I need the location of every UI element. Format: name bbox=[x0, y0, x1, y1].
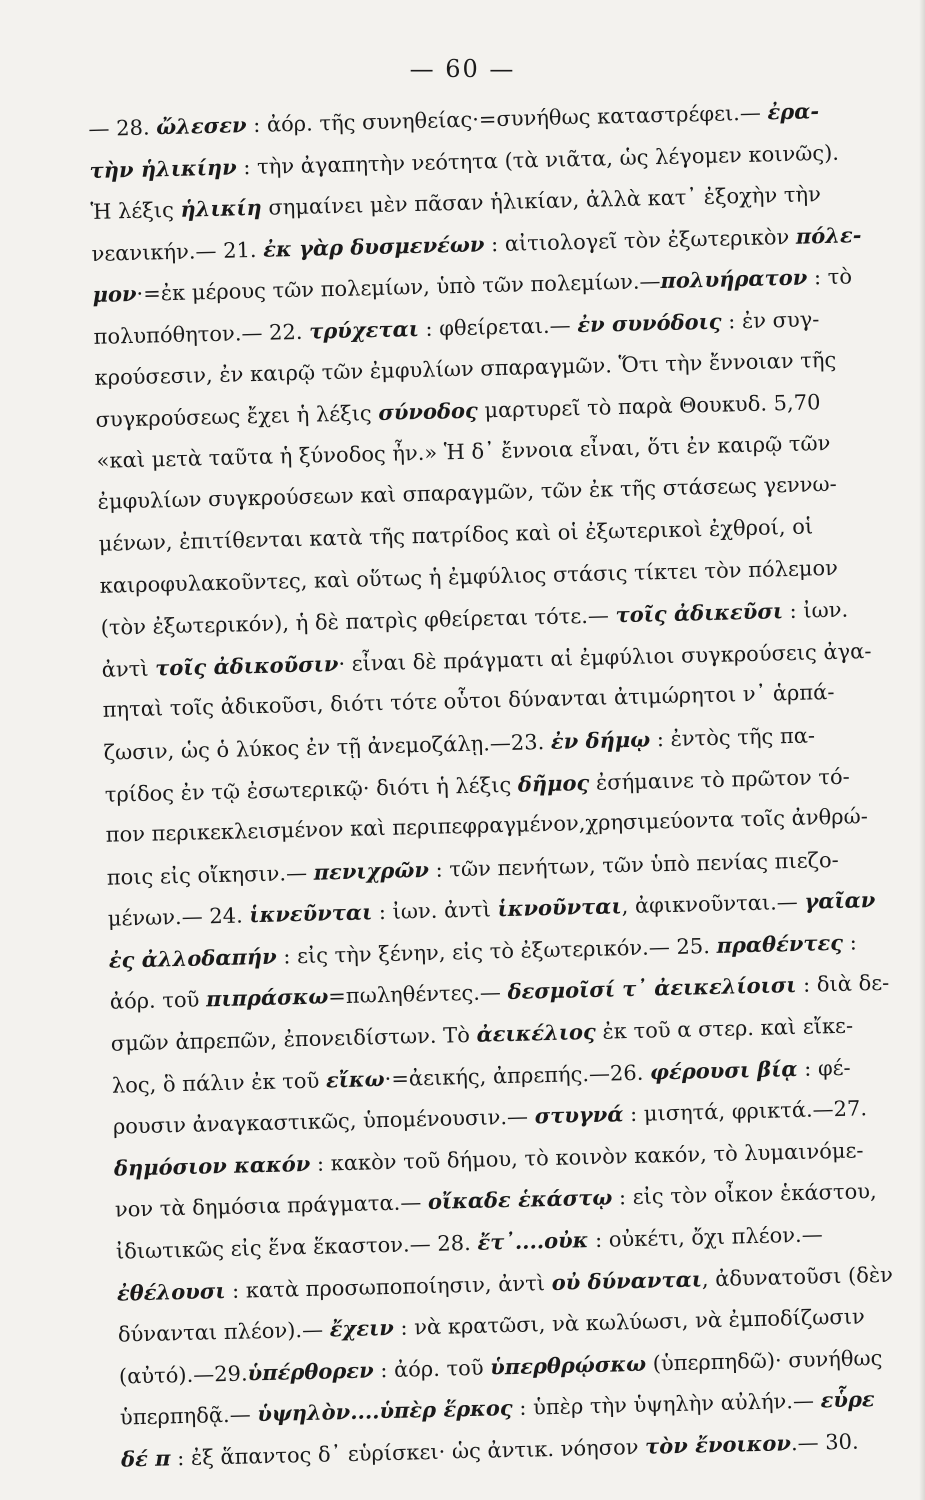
line-text: ἀόρ. τοῦ bbox=[109, 987, 207, 1015]
line-text: ἐκ τοῦ α στερ. καὶ εἴκε- bbox=[595, 1013, 854, 1044]
line-text: νον τὰ δημόσια πράγματα.— bbox=[114, 1190, 429, 1223]
line-text: : οὐκέτι, ὄχι πλέον.— bbox=[588, 1222, 823, 1253]
lemma-term: γαῖαν bbox=[804, 887, 876, 915]
lemma-term: ἐθέλουσι bbox=[116, 1277, 226, 1306]
line-text: · εἶναι δὲ πράγματι αἱ ἐμφύλιοι συγκρούσεις ἀγα- bbox=[338, 638, 872, 676]
line-text: συγκρούσεως ἔχει ἡ λέξις bbox=[95, 401, 379, 433]
lemma-term: ὤλεσεν bbox=[155, 112, 247, 140]
line-text: ἐμφυλίων συγκρούσεων καὶ σπαραγμῶν, τῶν ἐκ τῆς στάσεως γεννω- bbox=[97, 472, 838, 515]
line-text: : τὴν ἀγαπητὴν νεότητα (τὰ νιᾶτα, ὡς λέγομεν κοινῶς). bbox=[236, 140, 840, 179]
lemma-term: ἔχειν bbox=[329, 1315, 395, 1342]
line-text: , ἀφικνοῦνται.— bbox=[621, 890, 805, 919]
lemma-term: εἴκω bbox=[325, 1065, 385, 1093]
line-text: , ἀδυνατοῦσι (δὲν bbox=[701, 1262, 894, 1291]
line-text: «καὶ μετὰ ταῦτα ἡ ξύνοδος ἦν.» Ἡ δ᾽ ἔννοια εἶναι, ὅτι ἐν καιρῷ τῶν bbox=[96, 430, 831, 473]
line-text: : ἐν συγ- bbox=[721, 307, 820, 334]
lemma-term: δέ π bbox=[120, 1445, 171, 1472]
line-text: — 28. bbox=[88, 115, 157, 141]
line-text: : κακὸν τοῦ δήμου, τὸ κοινὸν κακόν, τὸ λυμαινόμε- bbox=[309, 1138, 864, 1176]
lemma-term: πιπράσκω bbox=[205, 983, 329, 1012]
line-text: : ἰων. ἀντὶ bbox=[371, 897, 498, 925]
line-text: ζωσιν, ὡς ὁ λύκος ἐν τῇ ἀνεμοζάλῃ.—23. bbox=[103, 729, 552, 765]
lemma-term: μον bbox=[92, 281, 137, 308]
lemma-term: τὸν ἔνοικον bbox=[644, 1430, 792, 1459]
lemma-term: οἴκαδε ἑκάστῳ bbox=[427, 1184, 613, 1215]
line-text: : αἰτιολογεῖ τὸν ἐξωτερικὸν bbox=[484, 224, 797, 257]
lemma-term: ὑψηλὸν....ὑπὲρ ἕρκος bbox=[257, 1395, 513, 1427]
line-text: (τὸν ἐξωτερικόν), ἡ δὲ πατρὶς φθείρεται τότε.— bbox=[100, 603, 616, 640]
lemma-term: σύνοδος bbox=[378, 397, 479, 426]
line-text: καιροφυλακοῦντες, καὶ οὕτως ἡ ἐμφύλιος στάσις τίκτει τὸν πόλεμον bbox=[99, 555, 839, 598]
line-text: (ὑπερπηδῶ)· συνήθως bbox=[645, 1345, 883, 1376]
lemma-term: ἐκ γὰρ δυσμενέων bbox=[262, 231, 485, 262]
line-text: ἐσήμαινε τὸ πρῶτον τό- bbox=[588, 764, 850, 795]
lemma-term: τρύχεται bbox=[308, 315, 420, 344]
line-text: : ἰων. bbox=[782, 597, 849, 624]
line-text: κρούσεσιν, ἐν καιρῷ τῶν ἐμφυλίων σπαραγμῶν. Ὅτι τὴν ἔννοιαν τῆς bbox=[94, 347, 837, 390]
lemma-term: ἐν δήμῳ bbox=[550, 726, 651, 754]
line-text: λος, ὃ πάλιν ἐκ τοῦ bbox=[111, 1068, 327, 1098]
line-text: : ἀόρ. τοῦ bbox=[373, 1355, 491, 1383]
lemma-term: τοῖς ἀδικεῦσι bbox=[615, 598, 784, 628]
lemma-term: τοῖς ἀδικοῦσιν bbox=[154, 650, 339, 681]
line-text: : τῶν πενήτων, τῶν ὑπὸ πενίας πιεζο- bbox=[428, 847, 839, 882]
line-text: πον περικεκλεισμένον καὶ περιπεφραγμένον,χρησιμεύοντα τοῖς ἀνθρώ- bbox=[105, 804, 869, 847]
lemma-term: ἐν συνόδοις bbox=[576, 308, 722, 338]
lemma-term: ἐς ἀλλοδαπήν bbox=[108, 943, 277, 973]
lemma-term: ἐρα- bbox=[767, 98, 820, 125]
lemma-term: πολυήρατον bbox=[660, 264, 808, 294]
lemma-term: ἱκνοῦνται bbox=[497, 893, 622, 922]
lemma-term: ὑπέρθορεν bbox=[247, 1357, 374, 1386]
line-text: : τὸ bbox=[806, 264, 853, 290]
page-edge-shadow bbox=[919, 0, 925, 1500]
lemma-term: πραθέντες bbox=[716, 929, 844, 958]
line-text: : μισητά, φρικτά.—27. bbox=[623, 1096, 868, 1127]
line-text: : bbox=[842, 930, 858, 955]
commentary-text bbox=[88, 88, 925, 1480]
lemma-term: ἔτ᾽....οὐκ bbox=[477, 1227, 589, 1255]
page-number: — 60 — bbox=[409, 55, 516, 83]
line-text: : διὰ δε- bbox=[796, 971, 890, 998]
lemma-term: πενιχρῶν bbox=[313, 856, 430, 885]
line-text: .— 30. bbox=[790, 1429, 859, 1456]
line-text: : ἀόρ. τῆς συνηθείας·=συνήθως καταστρέφει.— bbox=[246, 100, 768, 138]
line-text: : νὰ κρατῶσι, νὰ κωλύωσι, νὰ ἐμποδίζωσιν bbox=[393, 1304, 865, 1341]
line-text: μαρτυρεῖ τὸ παρὰ Θουκυδ. 5,70 bbox=[477, 390, 821, 423]
lemma-term: πόλε- bbox=[795, 221, 862, 249]
line-text: νεανικήν.— 21. bbox=[91, 237, 264, 266]
line-text: μένων, ἐπιτίθενται κατὰ τῆς πατρίδος καὶ οἱ ἐξωτερικοὶ ἐχθροί, οἱ bbox=[98, 514, 814, 556]
line-text: =πωληθέντες.— bbox=[327, 980, 508, 1009]
line-text: δύνανται πλέον).— bbox=[117, 1317, 330, 1347]
line-text: : φέ- bbox=[797, 1055, 851, 1081]
line-text: : ὑπὲρ τὴν ὑψηλὴν αὐλήν.— bbox=[512, 1388, 821, 1421]
line-text: : εἰς τὸν οἶκον ἑκάστου, bbox=[612, 1179, 877, 1210]
line-text: : ἐντὸς τῆς πα- bbox=[649, 723, 816, 752]
lemma-term: ἡλικίη bbox=[180, 194, 263, 222]
line-text: πολυπόθητον.— 22. bbox=[93, 319, 310, 349]
line-text: : φθείρεται.— bbox=[418, 313, 578, 341]
line-text: ρουσιν ἀναγκαστικῶς, ὑπομένουσιν.— bbox=[112, 1104, 535, 1139]
lemma-term: ἱκνεῦνται bbox=[249, 899, 373, 928]
line-text: ·=ἀεικής, ἀπρεπής.—26. bbox=[384, 1060, 651, 1091]
lemma-term: φέρουσι βίᾳ bbox=[649, 1055, 798, 1085]
lemma-term: ὑπερθρῴσκω bbox=[489, 1350, 647, 1380]
line-text: (αὐτό).—29. bbox=[118, 1361, 248, 1389]
line-text: : εἰς τὴν ξένην, εἰς τὸ ἐξωτερικόν.— 25. bbox=[276, 933, 717, 969]
lemma-term: δημόσιον κακόν bbox=[113, 1150, 311, 1181]
lemma-term: στυγνά bbox=[534, 1101, 624, 1129]
line-text: Ἡ λέξις bbox=[90, 197, 181, 225]
lemma-term: τὴν ἡλικίην bbox=[89, 153, 237, 183]
line-text: τρίδος ἐν τῷ ἐσωτερικῷ· διότι ἡ λέξις bbox=[104, 772, 519, 807]
line-text: σημαίνει μὲν πᾶσαν ἡλικίαν, ἀλλὰ κατ᾽ ἐξοχὴν τὴν bbox=[261, 182, 822, 220]
line-text: ·=ἐκ μέρους τῶν πολεμίων, ὑπὸ τῶν πολεμίων.— bbox=[136, 269, 661, 307]
line-text: μένων.— 24. bbox=[107, 903, 250, 932]
line-text: : κατὰ προσωποποίησιν, ἀντὶ bbox=[225, 1270, 552, 1303]
line-text: ποις εἰς οἴκησιν.— bbox=[106, 860, 314, 890]
line-text: πηταὶ τοῖς ἀδικοῦσι, διότι τότε οὗτοι δύνανται ἀτιμώρητοι ν᾽ ἁρπά- bbox=[102, 680, 835, 723]
lemma-term: ἀεικέλιος bbox=[476, 1018, 597, 1047]
lemma-term: δῆμος bbox=[517, 769, 590, 797]
lemma-term: δεσμοῖσί τ᾽ ἀεικελίοισι bbox=[507, 972, 797, 1005]
line-text: σμῶν ἀπρεπῶν, ἐπονειδίστων. Τὸ bbox=[110, 1022, 477, 1056]
line-text: ἀντὶ bbox=[101, 656, 156, 682]
line-text: ὑπερπηδᾷ.— bbox=[119, 1402, 258, 1431]
lemma-term: οὐ δύνανται bbox=[551, 1265, 703, 1295]
lemma-term: εὗρε bbox=[820, 1386, 875, 1413]
line-text: ἰδιωτικῶς εἰς ἕνα ἕκαστον.— 28. bbox=[115, 1230, 478, 1264]
line-text: : ἐξ ἅπαντος δ᾽ εὑρίσκει· ὡς ἀντικ. νόησον bbox=[170, 1434, 646, 1471]
